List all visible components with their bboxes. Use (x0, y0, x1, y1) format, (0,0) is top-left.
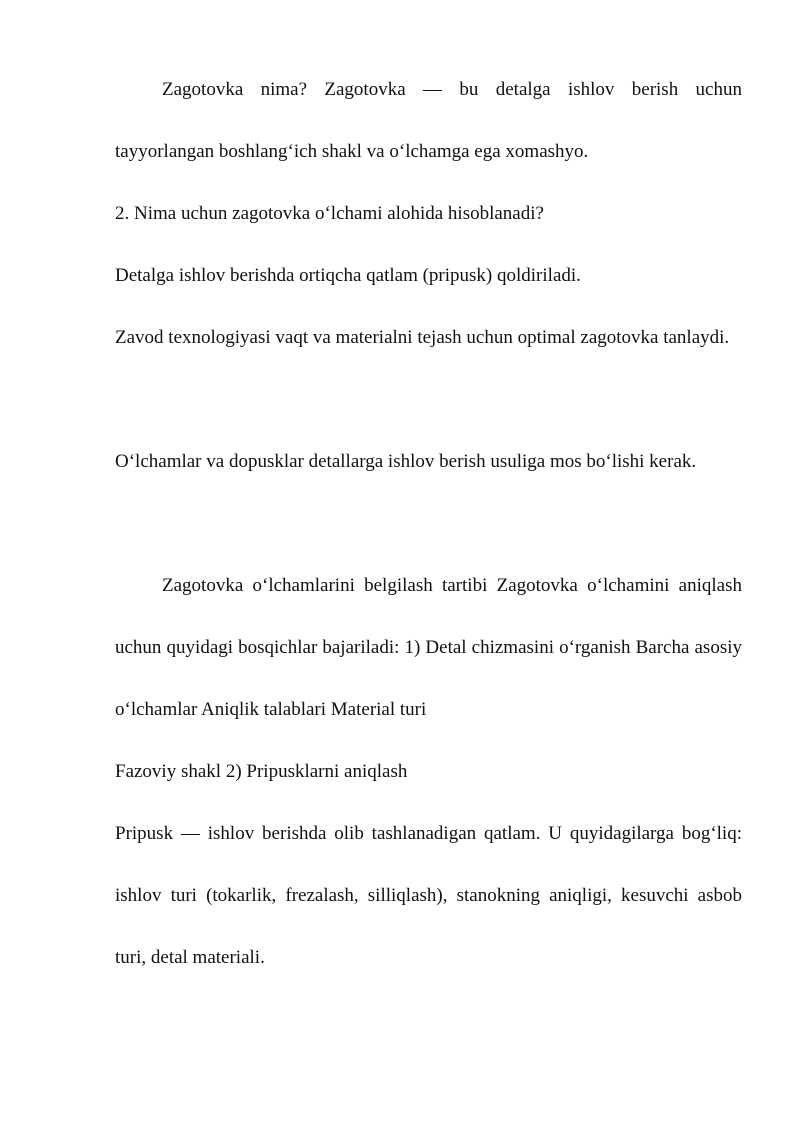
paragraph-tolerances (115, 431, 742, 493)
paragraph-definition (115, 59, 742, 183)
paragraph-text: Zagotovka nima? Zagotovka — bu detalga ishlov berish uchun tayyorlangan boshlang‘ich shakl va o‘lchamga ega xomashyo. (115, 79, 742, 162)
paragraph-question (115, 183, 742, 245)
paragraph-spatial-shape (115, 741, 742, 803)
paragraph-text: Pripusk — ishlov berishda olib tashlanadigan qatlam. U quyidagilarga bog‘liq: ishlov turi (tokarlik, frezalash, silliqlash), stanokning aniqligi, kesuvchi asbob turi, detal materiali. (115, 823, 742, 968)
paragraph-text: Detalga ishlov berishda ortiqcha qatlam (pripusk) qoldiriladi. (115, 265, 581, 286)
paragraph-factory-technology (115, 307, 742, 369)
paragraph-pripusk-note (115, 245, 742, 307)
paragraph-procedure (115, 555, 742, 741)
paragraph-text: Fazoviy shakl 2) Pripusklarni aniqlash (115, 761, 408, 782)
paragraph-text: Zavod texnologiyasi vaqt va materialni tejash uchun optimal zagotovka tanlaydi. (115, 327, 730, 348)
paragraph-text: 2. Nima uchun zagotovka o‘lchami alohida hisoblanadi? (115, 203, 544, 224)
paragraph-text: Zagotovka o‘lchamlarini belgilash tartibi Zagotovka o‘lchamini aniqlash uchun quyidagi bosqichlar bajariladi: 1) Detal chizmasini o‘rganish Barcha asosiy o‘lchamlar Aniqlik talablari Material turi (115, 575, 742, 720)
paragraph-text: O‘lchamlar va dopusklar detallarga ishlov berish usuliga mos bo‘lishi kerak. (115, 451, 697, 472)
paragraph-pripusk-definition (115, 803, 742, 989)
